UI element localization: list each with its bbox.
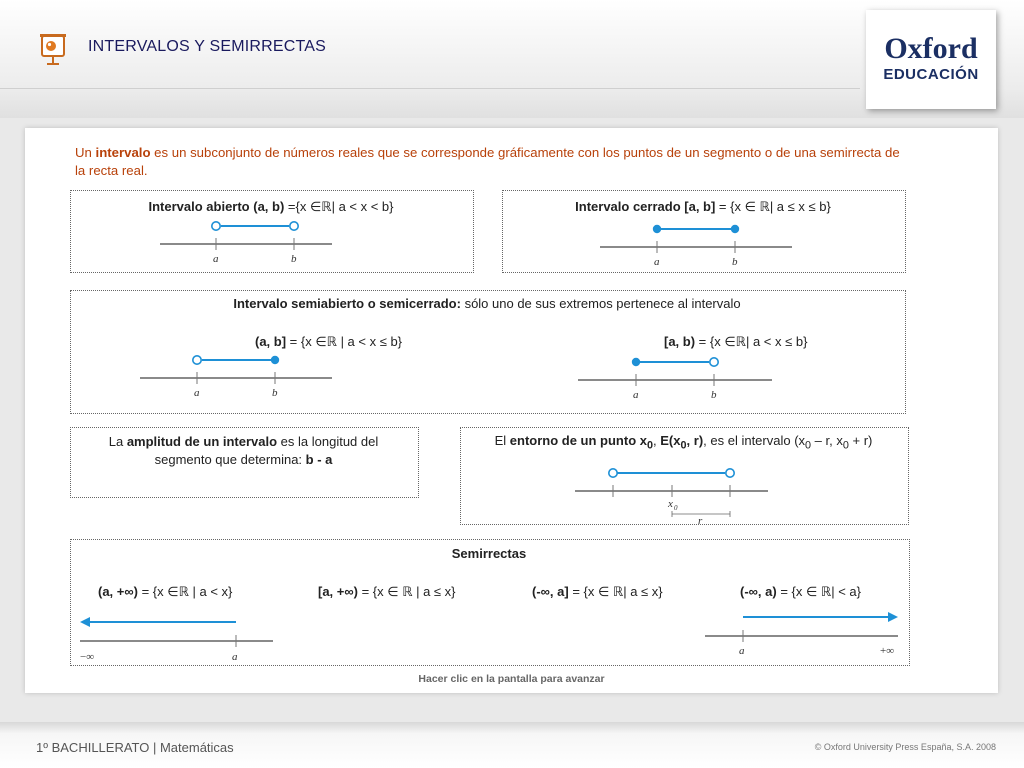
- semirrecta-left-diagram: [80, 617, 273, 663]
- semirrecta-3-name: (-∞, a]: [532, 584, 569, 599]
- semirrecta-2-name: [a, +∞): [318, 584, 358, 599]
- nb-comma: ,: [653, 433, 661, 448]
- open-endpoint-a: [212, 222, 220, 230]
- copyright: © Oxford University Press España, S.A. 2008: [814, 742, 996, 752]
- half-right-label-a: a: [633, 389, 639, 401]
- nb-mid: , es el intervalo (x: [703, 433, 806, 448]
- amplitude-post: es la longitud del: [277, 434, 379, 449]
- amplitude-line2-pre: segmento que determina:: [154, 452, 306, 467]
- half-open-title-rest: sólo uno de sus extremos pertenece al intervalo: [460, 296, 741, 311]
- open-label-a: a: [213, 253, 219, 265]
- half-right-endpoint-a: [632, 358, 640, 366]
- open-interval-def: ={x ∈ℝ| a < x < b}: [284, 199, 394, 214]
- semirrecta-right-plus-inf: +∞: [880, 645, 895, 657]
- intro-pre: Un: [75, 145, 96, 160]
- nb-strong2: E(x: [660, 433, 681, 448]
- semirrecta-1-def: = {x ∈ℝ | a < x}: [137, 584, 233, 599]
- closed-endpoint-b: [731, 225, 739, 233]
- amplitude-line2-strong: b - a: [305, 452, 333, 467]
- half-left-endpoint-a: [193, 356, 201, 364]
- semirrecta-1-name: (a, +∞): [98, 584, 138, 599]
- half-right-endpoint-b: [710, 358, 718, 366]
- nb-strong3: , r): [686, 433, 704, 448]
- half-open-left-diagram: [140, 356, 332, 399]
- half-open-title-strong: Intervalo semiabierto o semicerrado:: [233, 296, 461, 311]
- half-open-right-def: = {x ∈ℝ| a < x ≤ b}: [695, 334, 808, 349]
- half-right-label-b: b: [711, 389, 717, 401]
- nb-strong1: entorno de un punto x: [509, 433, 647, 448]
- course-label: 1º BACHILLERATO | Matemáticas: [36, 740, 234, 755]
- half-left-label-a: a: [194, 387, 200, 399]
- nb-mid2: – r, x: [811, 433, 843, 448]
- closed-interval-name: Intervalo cerrado [a, b]: [575, 199, 716, 214]
- nb-sub2: 0: [680, 439, 687, 452]
- nb-sub3: 0: [805, 439, 812, 452]
- semirrecta-right-a: a: [739, 645, 745, 657]
- open-interval-diagram: [160, 222, 332, 265]
- arrow-left-icon: [80, 617, 90, 627]
- semirrectas-title-text: Semirrectas: [451, 546, 527, 561]
- half-left-label-b: b: [272, 387, 278, 399]
- nb-sub1: 0: [647, 439, 654, 452]
- neighborhood-diagram: [575, 469, 768, 527]
- amplitude-strong: amplitud de un intervalo: [126, 434, 278, 449]
- closed-endpoint-a: [653, 225, 661, 233]
- intro-post: es un subconjunto de números reales que se corresponde gráficamente con los puntos de un segmento o de una semirrecta de la recta real.: [75, 145, 900, 178]
- nb-endpoint-right: [726, 469, 734, 477]
- semirrecta-4-name: (-∞, a): [740, 584, 777, 599]
- page-title: INTERVALOS Y SEMIRRECTAS: [88, 38, 327, 55]
- half-left-endpoint-b: [271, 356, 279, 364]
- half-open-right-name: [a, b): [664, 334, 696, 349]
- closed-interval-def: = {x ∈ ℝ| a ≤ x ≤ b}: [715, 199, 831, 214]
- half-open-left-def: = {x ∈ℝ | a < x ≤ b}: [286, 334, 403, 349]
- closed-interval-diagram: [600, 225, 792, 268]
- semirrecta-right-diagram: [705, 612, 898, 657]
- closed-label-a: a: [654, 256, 660, 268]
- open-endpoint-b: [290, 222, 298, 230]
- nb-endpoint-left: [609, 469, 617, 477]
- open-label-b: b: [291, 253, 297, 265]
- semirrecta-left-a: a: [232, 651, 238, 663]
- arrow-right-icon: [888, 612, 898, 622]
- brand-name: Oxford: [884, 32, 978, 65]
- half-open-right-diagram: [578, 358, 772, 401]
- semirrecta-4-def: = {x ∈ ℝ| < a}: [776, 584, 861, 599]
- closed-label-b: b: [732, 256, 738, 268]
- nb-x0-label: x: [668, 498, 673, 510]
- half-open-left-name: (a, b]: [255, 334, 287, 349]
- nb-sub4: 0: [842, 439, 849, 452]
- semirrecta-left-minus-inf: −∞: [80, 651, 95, 663]
- brand-sub: EDUCACIÓN: [883, 66, 979, 83]
- open-interval-name: Intervalo abierto (a, b): [148, 199, 285, 214]
- advance-hint[interactable]: Hacer clic en la pantalla para avanzar: [418, 673, 605, 685]
- intro-strong: intervalo: [95, 145, 151, 160]
- amplitude-pre: La: [108, 434, 127, 449]
- nb-pre: El: [494, 433, 510, 448]
- nb-end: + r): [848, 433, 873, 448]
- semirrecta-3-def: = {x ∈ ℝ| a ≤ x}: [568, 584, 663, 599]
- semirrecta-2-def: = {x ∈ ℝ | a ≤ x}: [357, 584, 456, 599]
- nb-x0-sub: 0: [674, 504, 678, 512]
- nb-r-label: r: [698, 515, 703, 527]
